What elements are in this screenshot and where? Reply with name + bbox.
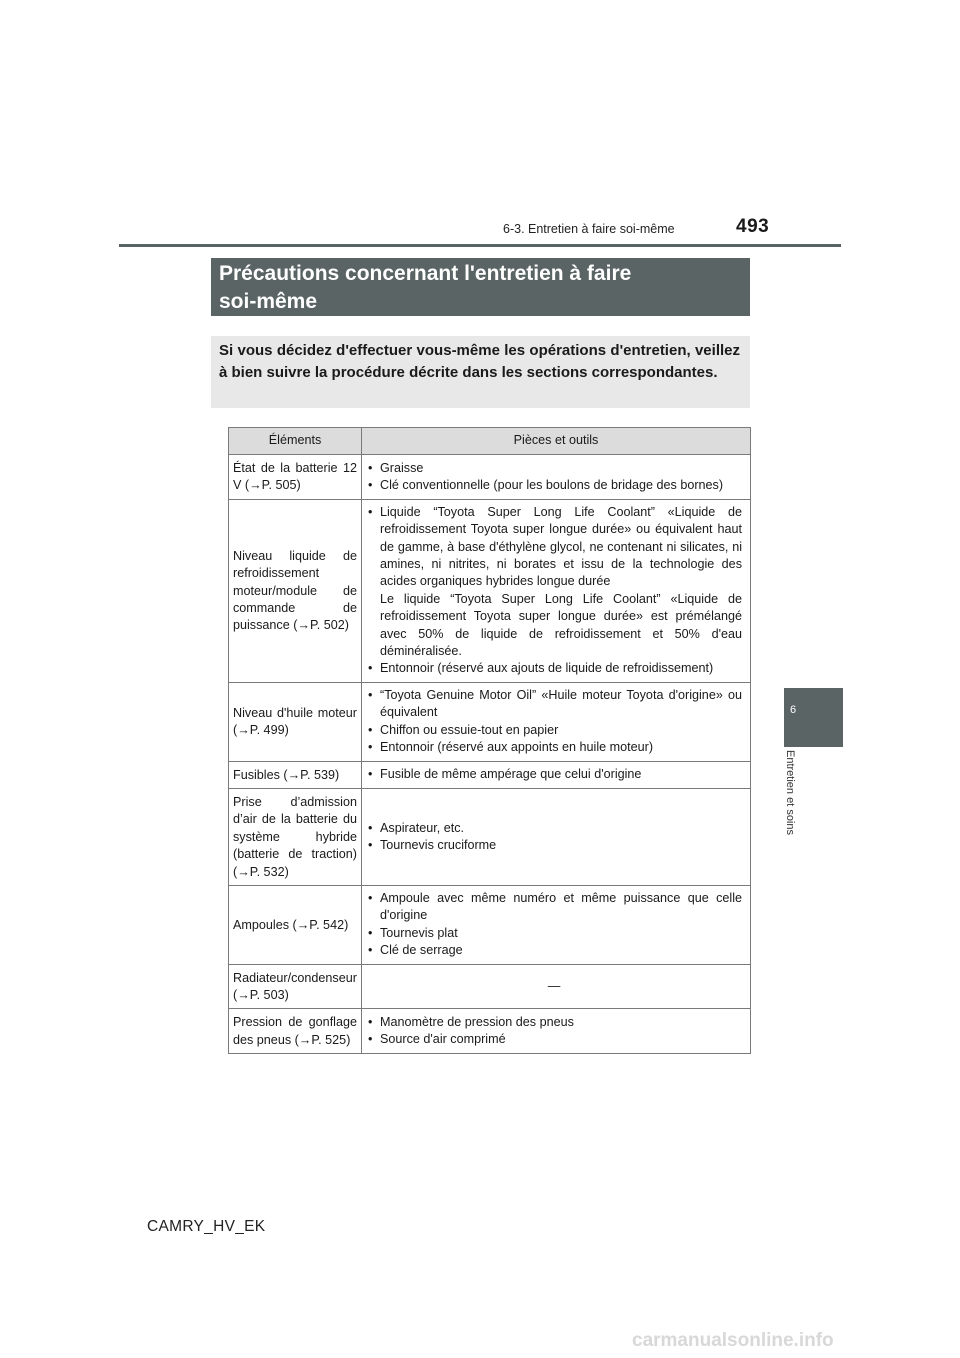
list-item-note: Le liquide “Toyota Super Long Life Coolant” «Liquide de refroidissement Toyota super longue durée» est prémélangé avec 50% de liquide de refroidissement et 50% d'eau déminéralisée.	[380, 591, 742, 659]
chapter-label: Entretien et soins	[784, 750, 796, 835]
table-row	[229, 761, 751, 788]
table-row	[229, 885, 751, 964]
list-item: • Entonnoir (réservé aux appoints en huile moteur)	[366, 739, 742, 756]
row-item: Pression de gonflage des pneus (→P. 525)	[229, 1009, 362, 1054]
row-parts	[362, 788, 751, 885]
page-title-line-1: Précautions concernant l'entretien à faire	[219, 262, 632, 285]
table-row	[229, 1009, 751, 1054]
chapter-tab-number: 6	[789, 704, 797, 716]
list-item-text: Liquide “Toyota Super Long Life Coolant” «Liquide de refroidissement Toyota super longue durée» ou équivalent haut de gamme, à base d'éthylène glycol, ne contenant ni silicates, ni amines, ni nitrites, ni borates et issu de la technologie des acides organiques hybrides longue durée	[380, 504, 742, 589]
page-title-line-2: soi-même	[219, 290, 318, 313]
table-row	[229, 455, 751, 500]
row-item: Radiateur/condenseur (→P. 503)	[229, 964, 362, 1009]
chapter-tab[interactable]	[784, 688, 843, 747]
row-parts	[362, 499, 751, 682]
table-row	[229, 499, 751, 682]
list-item: • Clé conventionnelle (pour les boulons de bridage des bornes)	[366, 477, 742, 494]
row-parts	[362, 455, 751, 500]
list-item: • Aspirateur, etc.	[366, 820, 742, 837]
list-item: • Ampoule avec même numéro et même puissance que celle d'origine	[366, 890, 742, 925]
list-item: • “Toyota Genuine Motor Oil” «Huile moteur Toyota d'origine» ou équivalent	[366, 687, 742, 722]
row-parts	[362, 761, 751, 788]
row-parts	[362, 682, 751, 761]
table-row	[229, 964, 751, 1009]
row-item: Prise d’admission d’air de la batterie du système hybride (batterie de traction) (→P. 532)	[229, 788, 362, 885]
column-header-elements: Éléments	[229, 428, 362, 455]
row-parts-none: —	[362, 964, 751, 1009]
list-item: • Clé de serrage	[366, 942, 742, 959]
row-item: Ampoules (→P. 542)	[229, 885, 362, 964]
row-item: Fusibles (→P. 539)	[229, 761, 362, 788]
table-row	[229, 682, 751, 761]
row-parts	[362, 885, 751, 964]
row-parts	[362, 1009, 751, 1054]
section-reference: 6-3. Entretien à faire soi-même	[503, 222, 675, 236]
list-item: • Tournevis cruciforme	[366, 837, 742, 854]
table-header-row	[229, 428, 751, 455]
row-item: État de la batterie 12 V (→P. 505)	[229, 455, 362, 500]
table-row	[229, 788, 751, 885]
column-header-parts: Pièces et outils	[362, 428, 751, 455]
list-item: • Tournevis plat	[366, 925, 742, 942]
list-item: • Manomètre de pression des pneus	[366, 1014, 742, 1031]
row-item: Niveau liquide de refroidissement moteur/module de commande de puissance (→P. 502)	[229, 499, 362, 682]
page-title	[211, 258, 750, 316]
model-code: CAMRY_HV_EK	[147, 1218, 266, 1235]
maintenance-parts-table	[228, 427, 751, 1054]
header-rule	[119, 244, 841, 247]
intro-text: Si vous décidez d'effectuer vous-même les opérations d'entretien, veillez à bien suivre la procédure décrite dans les sections correspondantes.	[211, 336, 750, 408]
list-item: • Source d'air comprimé	[366, 1031, 742, 1048]
list-item: • Chiffon ou essuie-tout en papier	[366, 722, 742, 739]
list-item	[366, 504, 742, 661]
watermark: carmanualsonline.info	[632, 1330, 834, 1351]
list-item: • Graisse	[366, 460, 742, 477]
page-number: 493	[736, 216, 770, 237]
list-item: • Entonnoir (réservé aux ajouts de liquide de refroidissement)	[366, 660, 742, 677]
row-item: Niveau d'huile moteur (→P. 499)	[229, 682, 362, 761]
list-item: • Fusible de même ampérage que celui d'origine	[366, 766, 742, 783]
